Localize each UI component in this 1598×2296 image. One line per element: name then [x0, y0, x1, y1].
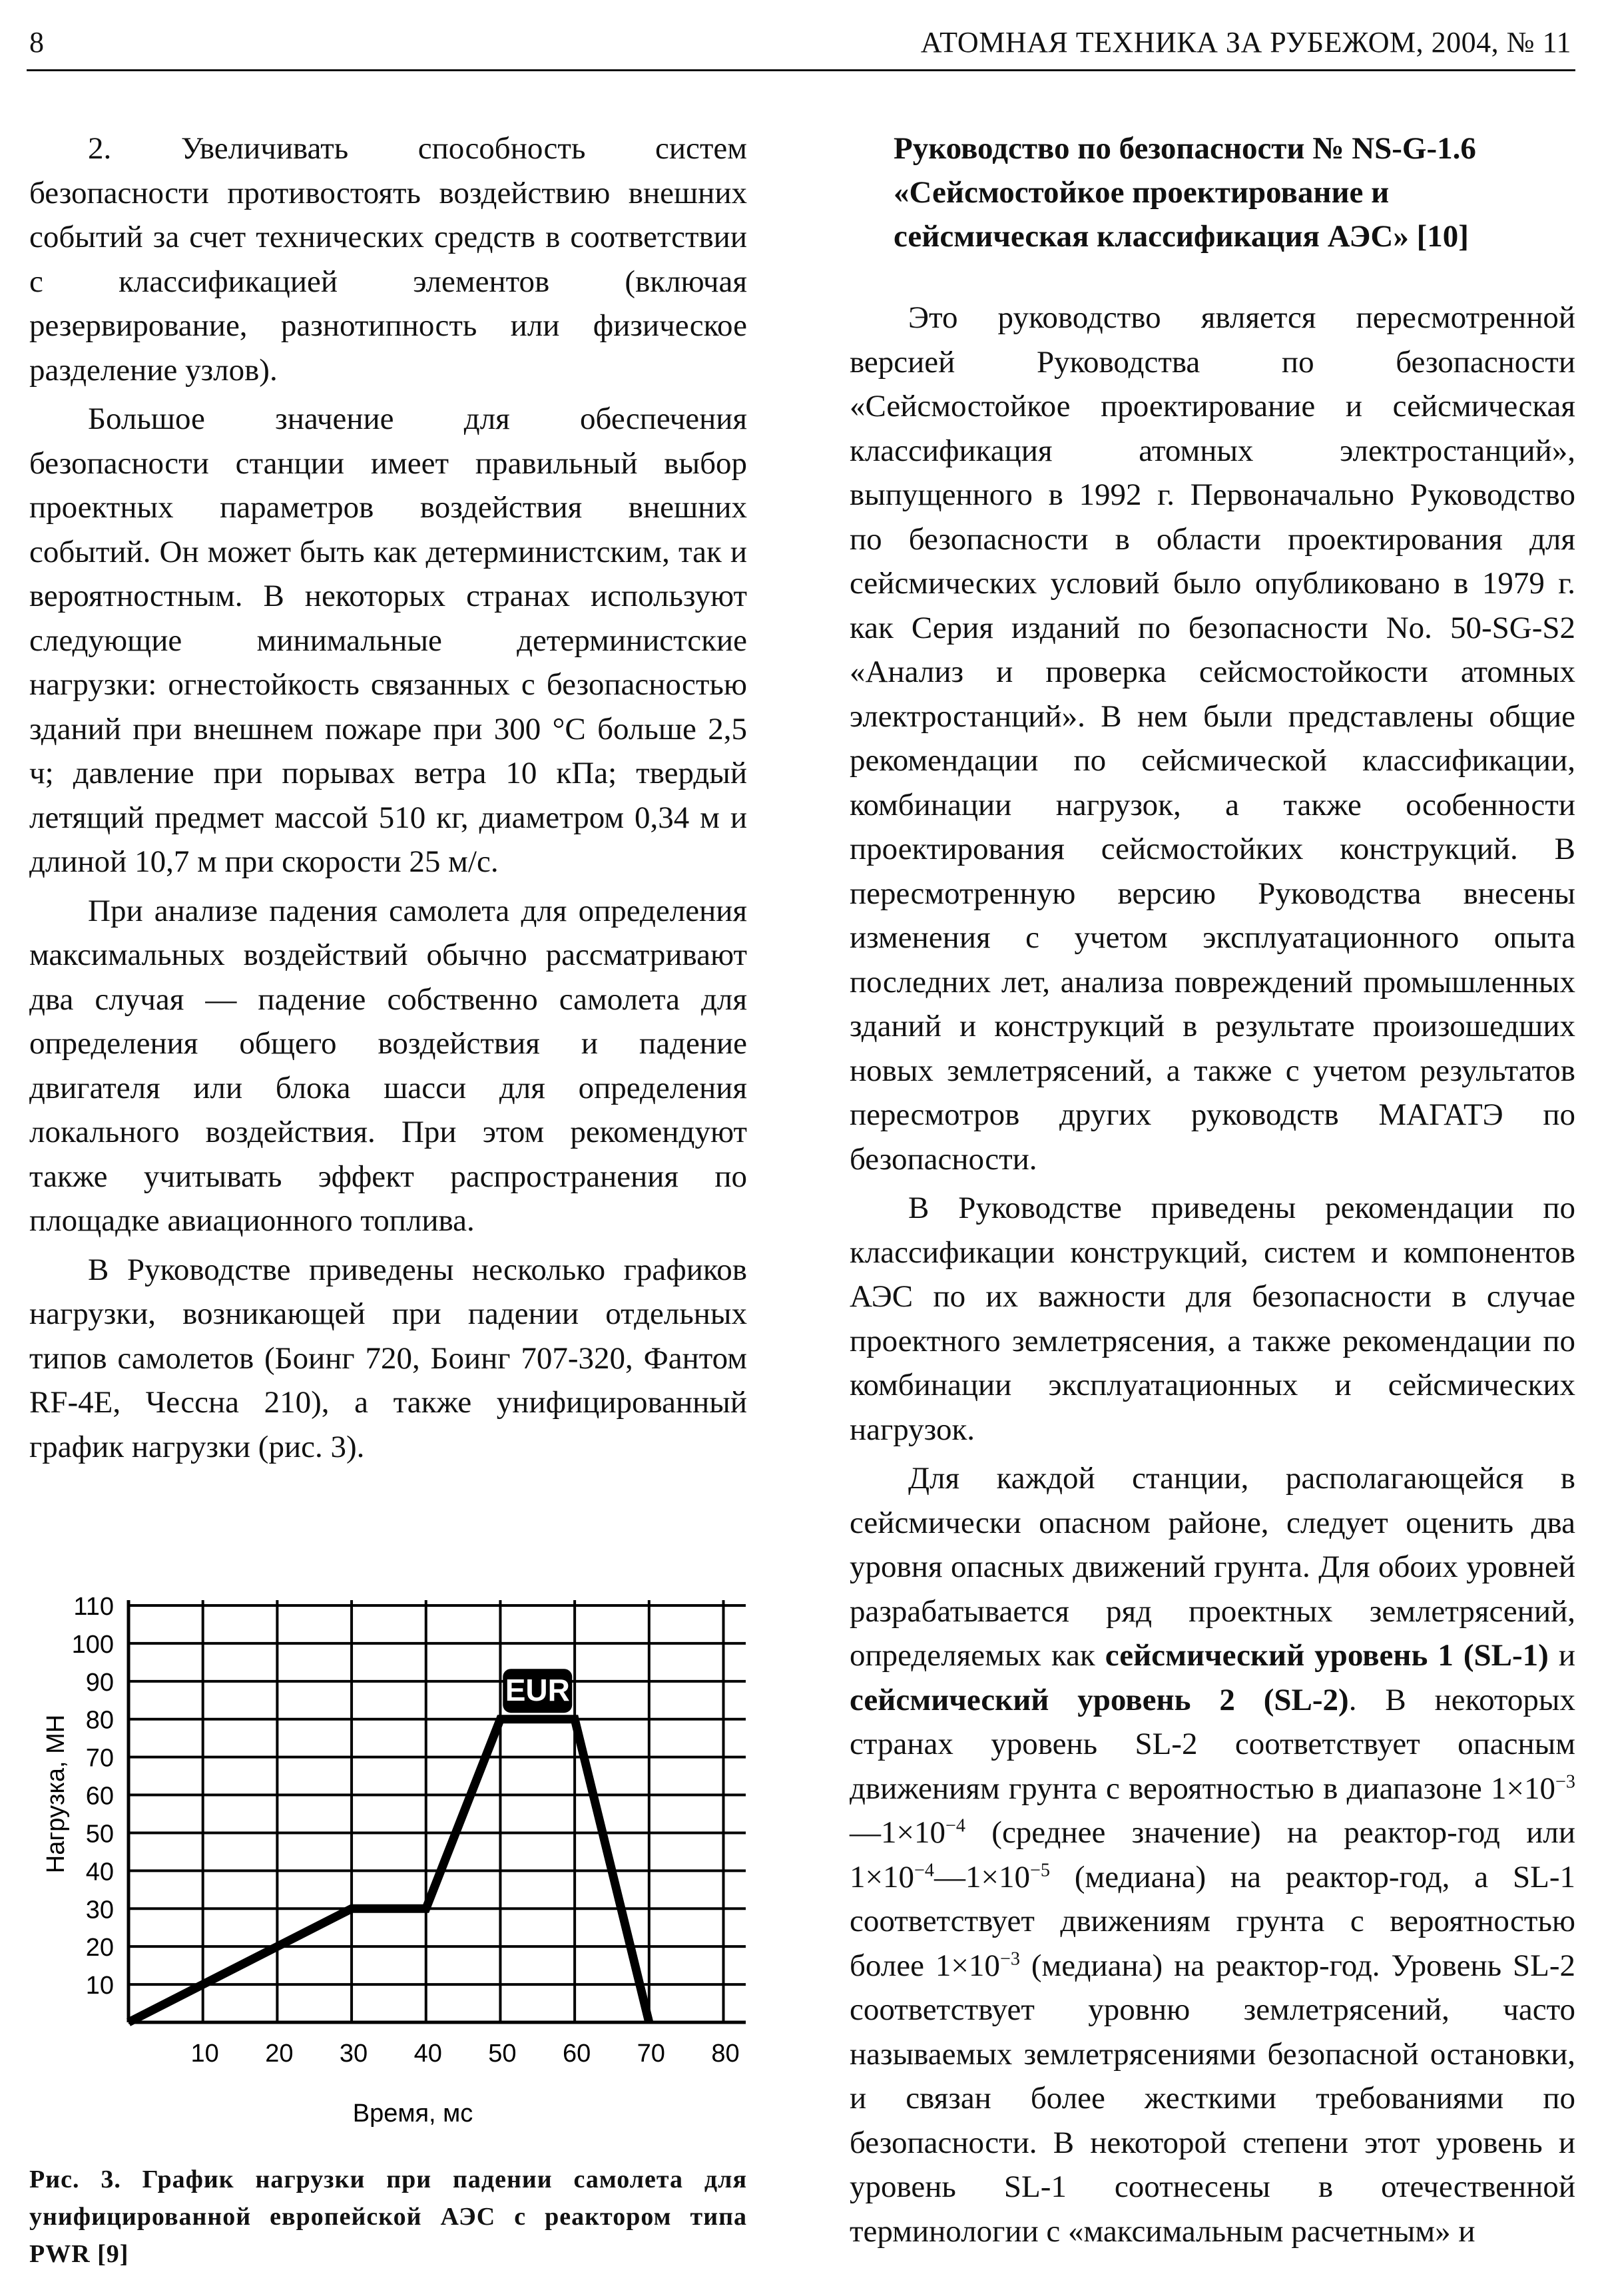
- left-column: [29, 127, 747, 1474]
- page-number: 8: [29, 26, 44, 59]
- exponent: −4: [945, 1815, 966, 1837]
- term-sl2: сейсмический уровень 2 (SL-2): [850, 1682, 1349, 1717]
- y-tick-label: 80: [85, 1706, 114, 1735]
- paragraph: [850, 1456, 1575, 2253]
- y-tick-label: 50: [85, 1820, 114, 1849]
- x-tick-label: 10: [190, 2040, 219, 2068]
- paragraph: 2. Увеличивать способность систем безопасности противостоять воздействию внешних событий за счет технических средств в соответствии с классификацией элементов (включая резервирование, разнотипность или физическое разделение узлов).: [29, 131, 747, 388]
- eur-badge-text: EUR: [505, 1673, 570, 1708]
- y-tick-label: 70: [85, 1744, 114, 1773]
- y-tick-label: 30: [85, 1896, 114, 1924]
- paragraph: Большое значение для обеспечения безопасности станции имеет правильный выбор проектных параметров воздействия внешних событий. Он может быть как детерминистским, так и вероятностным. В некоторых странах используют следующие минимальные детерминистские нагрузки: огнестойкость связанных с безопасностью зданий при внешнем пожаре при 300 °С больше 2,5 ч; давление при порывах ветра 10 кПа; твердый летящий предмет массой 510 кг, диаметром 0,34 м и длиной 10,7 м при скорости 25 м/с.: [29, 402, 747, 879]
- y-axis-label: Нагрузка, МН: [42, 1714, 70, 1874]
- y-tick-label: 100: [71, 1630, 114, 1659]
- x-tick-label: 50: [488, 2040, 517, 2068]
- y-tick-label: 20: [85, 1934, 114, 1962]
- text-run: (среднее значение) на реактор-год или 1×10: [850, 1815, 1575, 1894]
- text-run: и: [1548, 1638, 1575, 1673]
- paragraph: В Руководстве приведены несколько графиков нагрузки, возникающей при падении отдельных типов самолетов (Боинг 720, Боинг 707-320, Фантом RF-4E, Чессна 210), а также унифицированный график нагрузки (рис. 3).: [29, 1252, 747, 1464]
- text-run: —1×10: [934, 1859, 1031, 1894]
- y-tick-label: 110: [73, 1593, 114, 1621]
- exponent: −5: [1030, 1859, 1051, 1880]
- text-run: . В некоторых странах уровень SL-2 соответствует опасным движениям грунта с вероятностью в диапазоне 1×10: [850, 1682, 1575, 1806]
- chart-grid: [129, 1600, 746, 2022]
- exponent: −3: [999, 1948, 1020, 1969]
- text-run: Для каждой станции, располагающейся в сейсмически опасном районе, следует оценить два уровня опасных движений грунта. Для обоих уровней разрабатывается ряд проектных землетрясений, определяемых как: [850, 1461, 1575, 1673]
- figure-caption: Рис. 3. График нагрузки при падении самолета для унифицированной европейской АЭС с реактором типа PWR [9]: [29, 2165, 747, 2268]
- text-run: —1×10: [850, 1815, 946, 1850]
- x-axis-label: Время, мс: [352, 2100, 473, 2128]
- right-column: [850, 127, 1575, 2258]
- x-tick-label: 40: [413, 2040, 442, 2068]
- exponent: −3: [1555, 1771, 1575, 1792]
- term-sl1: сейсмический уровень 1 (SL-1): [1105, 1638, 1549, 1673]
- paragraph: Это руководство является пересмотренной версией Руководства по безопасности «Сейсмостойкое проектирование и сейсмическая классификация атомных электростанций», выпущенного в 1992 г. Первоначально Руководство по безопасности в области проектирования для сейсмических условий было опубликовано в 1979 г. как Серия изданий по безопасности No. 50-SG-S2 «Анализ и проверка сейсмостойкости атомных электростанций». В нем были представлены общие рекомендации по сейсмической классификации, комбинации нагрузок, а также особенности проектирования сейсмостойких конструкций. В пересмотренную версию Руководства внесены изменения с учетом эксплуатационного опыта последних лет, анализа повреждений промышленных зданий и конструкций в результате произошедших новых землетрясений, а также с учетом результатов пересмотров других руководств МАГАТЭ по безопасности.: [850, 300, 1575, 1177]
- eur-badge: [503, 1669, 572, 1713]
- x-tick-label: 60: [562, 2040, 591, 2068]
- y-tick-label: 40: [85, 1858, 114, 1886]
- paragraph: В Руководстве приведены рекомендации по классификации конструкций, систем и компонентов АЭС по их важности для безопасности в случае проектного землетрясения, а также рекомендации по комбинации эксплуатационных и сейсмических нагрузок.: [850, 1191, 1575, 1447]
- text-run: (медиана) на реактор-год, а SL-1 соответствует движениям грунта с вероятностью более 1×10: [850, 1859, 1575, 1983]
- y-tick-label: 90: [85, 1668, 114, 1697]
- section-title: Руководство по безопасности № NS-G-1.6 «Сейсмостойкое проектирование и сейсмическая классификация АЭС» [10]: [894, 131, 1476, 254]
- x-tick-label: 30: [339, 2040, 368, 2068]
- journal-running-title: АТОМНАЯ ТЕХНИКА ЗА РУБЕЖОМ, 2004, № 11: [920, 26, 1571, 59]
- y-tick-label: 60: [85, 1782, 114, 1811]
- header-rule: [27, 69, 1575, 71]
- paragraph: При анализе падения самолета для определения максимальных воздействий обычно рассматривают два случая — падение собственно самолета для определения общего воздействия и падение двигателя или блока шасси для определения локального воздействия. При этом рекомендуют также учитывать эффект распространения по площадке авиационного топлива.: [29, 893, 747, 1238]
- exponent: −4: [914, 1859, 935, 1880]
- x-tick-label: 80: [711, 2040, 740, 2068]
- x-tick-label: 70: [637, 2040, 665, 2068]
- y-tick-label: 10: [85, 1972, 114, 2000]
- text-run: (медиана) на реактор-год. Уровень SL-2 соответствует уровню землетрясений, часто называемых землетрясениями безопасной остановки, и связан более жесткими требованиями по безопасности. В некоторой степени этот уровень и уровень SL-1 соотнесены в отечественной терминологии с «максимальным расчетным» и: [850, 1948, 1575, 2249]
- x-tick-label: 20: [265, 2040, 294, 2068]
- load-chart: [0, 1585, 772, 2144]
